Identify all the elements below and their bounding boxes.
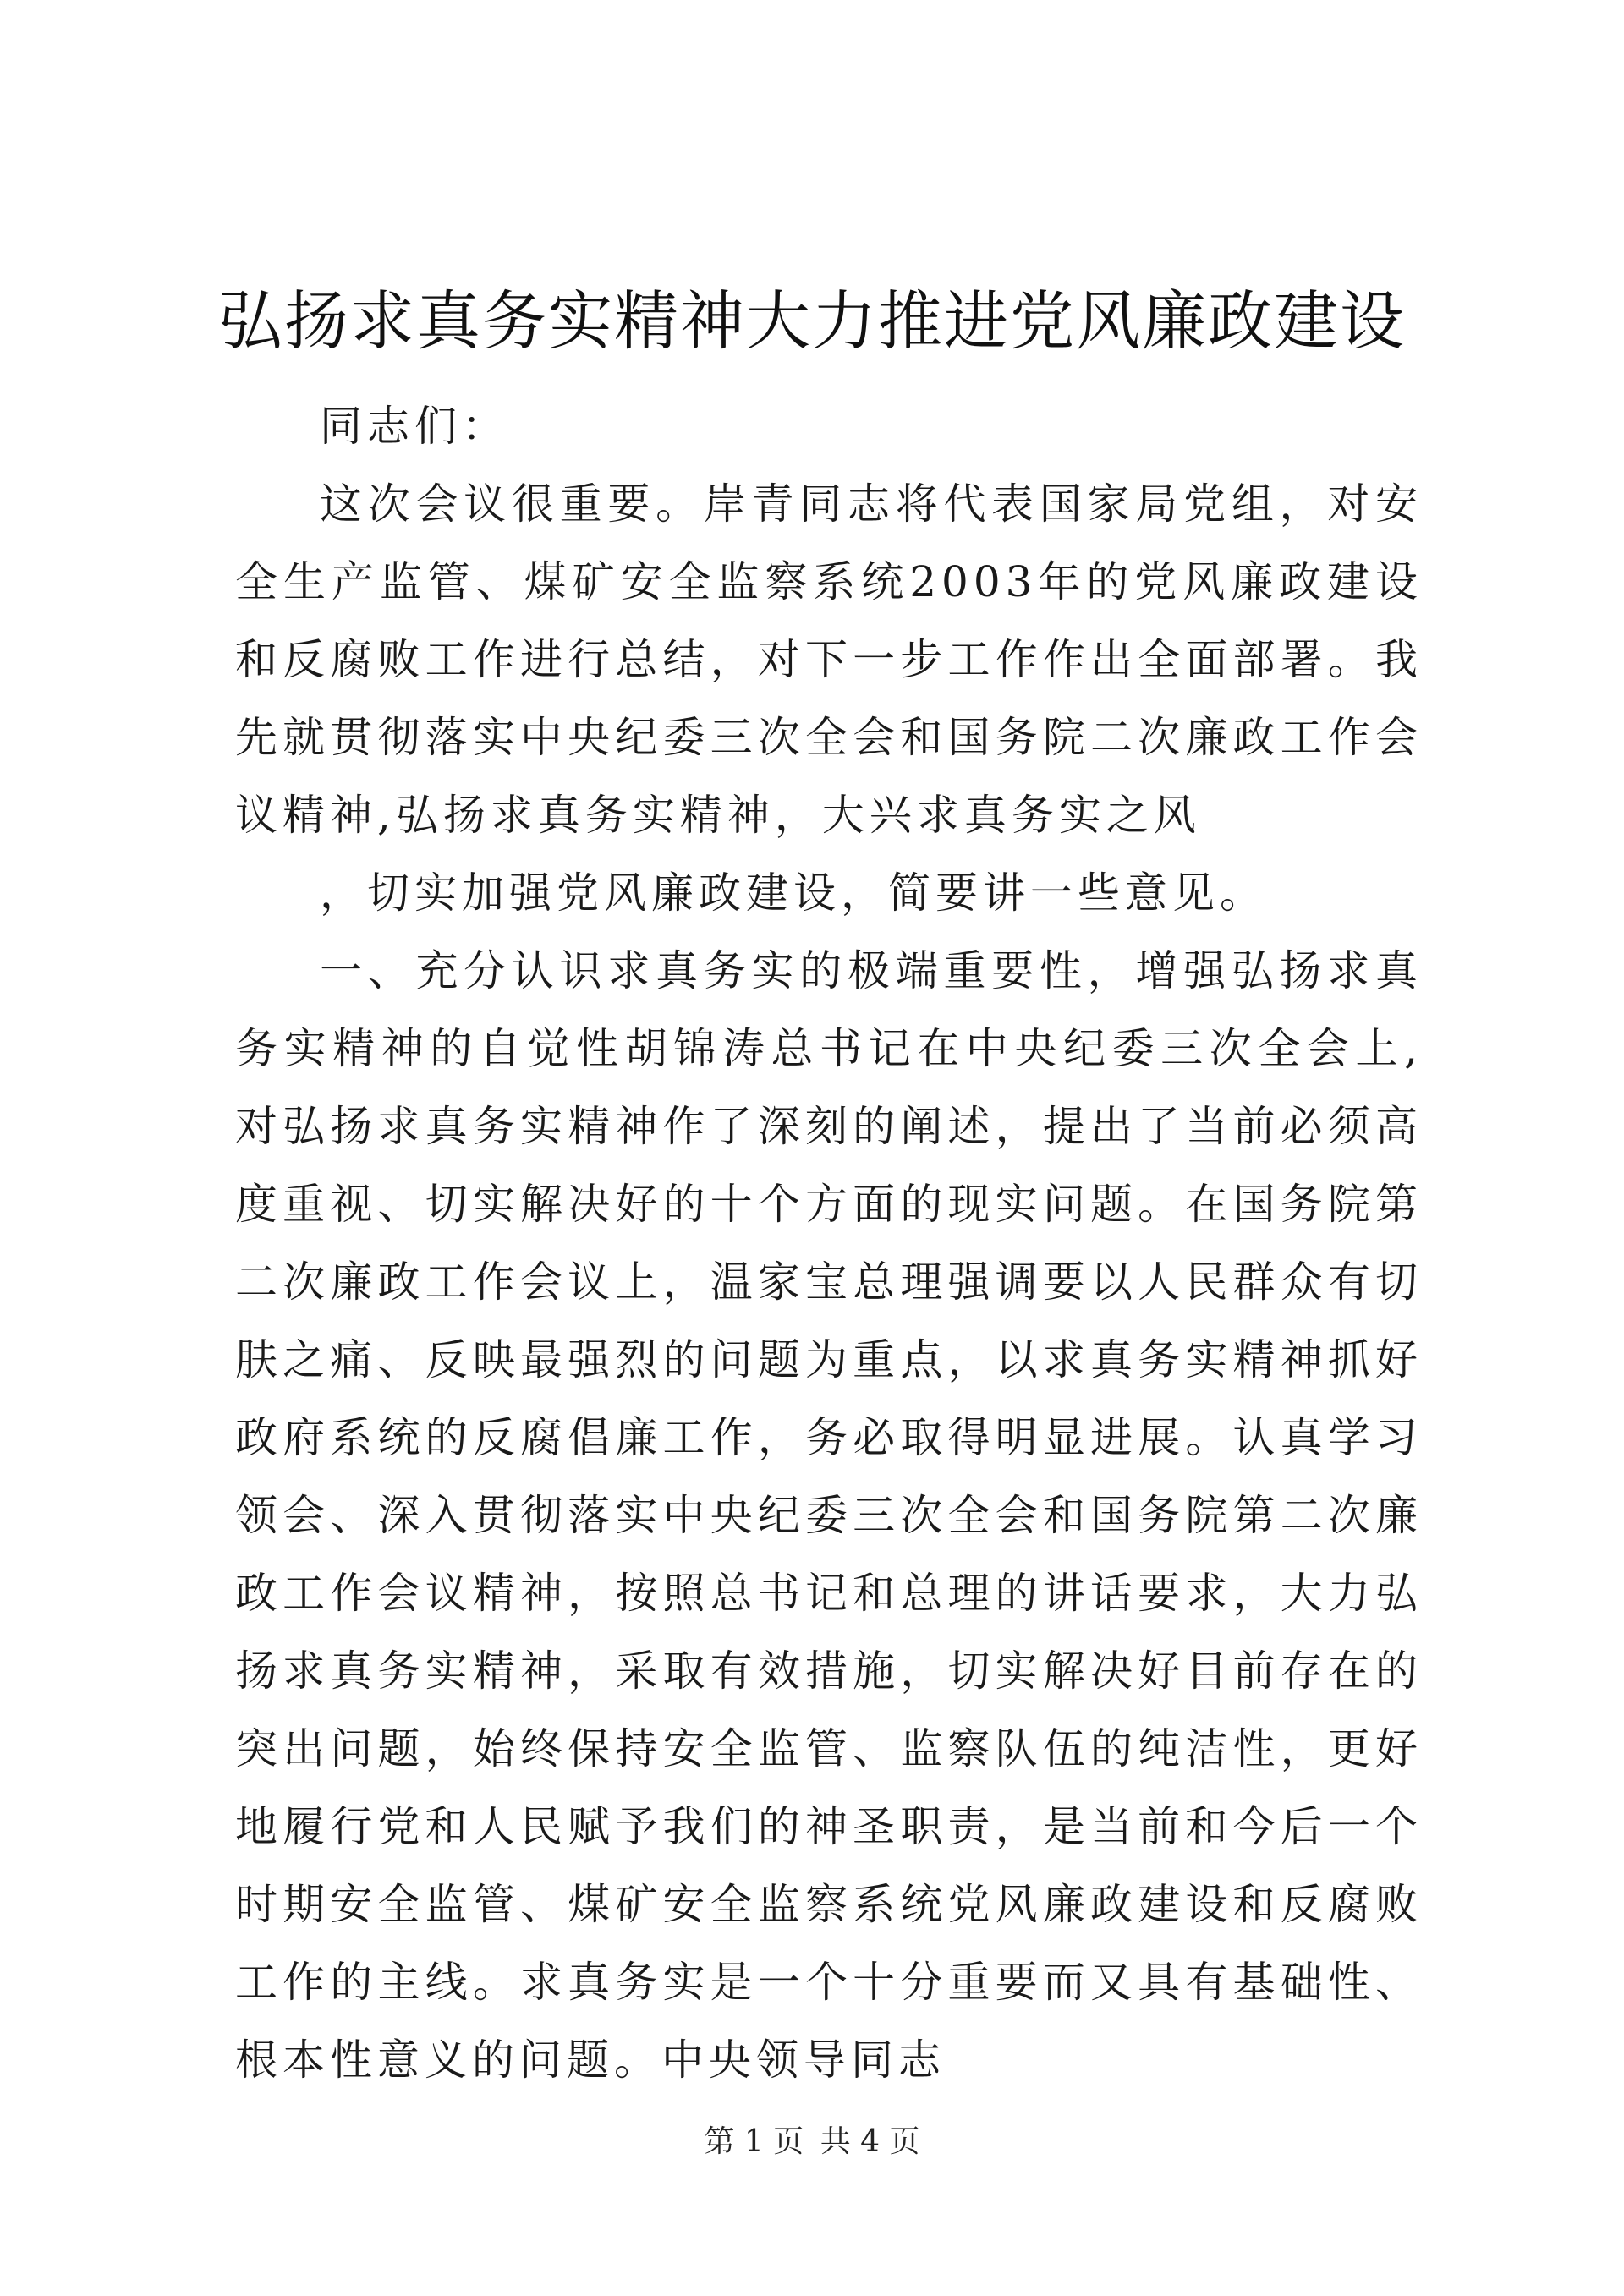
document-body [235, 387, 1423, 2099]
salutation-paragraph: 同志们： [320, 402, 509, 451]
body-paragraph: ，切实加强党风廉政建设，简要讲一些意见。 [320, 869, 1267, 918]
body-paragraph: 一、充分认识求真务实的极端重要性，增强弘扬求真务实精神的自觉性胡锦涛总书记在中央纪委三次全会上,对弘扬求真务实精神作了深刻的阐述，提出了当前必须高度重视、切实解决好的十个方面的现实问题。在国务院第二次廉政工作会议上，温家宝总理强调要以人民群众有切肤之痛、反映最强烈的问题为重点，以求真务实精神抓好政府系统的反腐倡廉工作，务必取得明显进展。认真学习领会、深入贯彻落实中央纪委三次全会和国务院第二次廉政工作会议精神，按照总书记和总理的讲话要求，大力弘扬求真务实精神，采取有效措施，切实解决好目前存在的突出问题，始终保持安全监管、监察队伍的纯洁性，更好地履行党和人民赋予我们的神圣职责，是当前和今后一个时期安全监管、煤矿安全监察系统党风廉政建设和反腐败工作的主线。求真务实是一个十分重要而又具有基础性、根本性意义的问题。中央领导同志 [235, 946, 1423, 2085]
page-total: 共 4 页 [820, 2124, 920, 2159]
page-number: 第 1 页 [704, 2124, 804, 2159]
page-footer [0, 2121, 1624, 2163]
body-paragraph: 这次会议很重要。岸青同志将代表国家局党组，对安全生产监管、煤矿安全监察系统2003年的党风廉政建设和反腐败工作进行总结，对下一步工作作出全面部署。我先就贯彻落实中央纪委三次全会和国务院二次廉政工作会议精神,弘扬求真务实精神，大兴求真务实之风 [235, 479, 1423, 840]
document-title: 弘扬求真务实精神大力推进党风廉政建设 [218, 283, 1406, 359]
